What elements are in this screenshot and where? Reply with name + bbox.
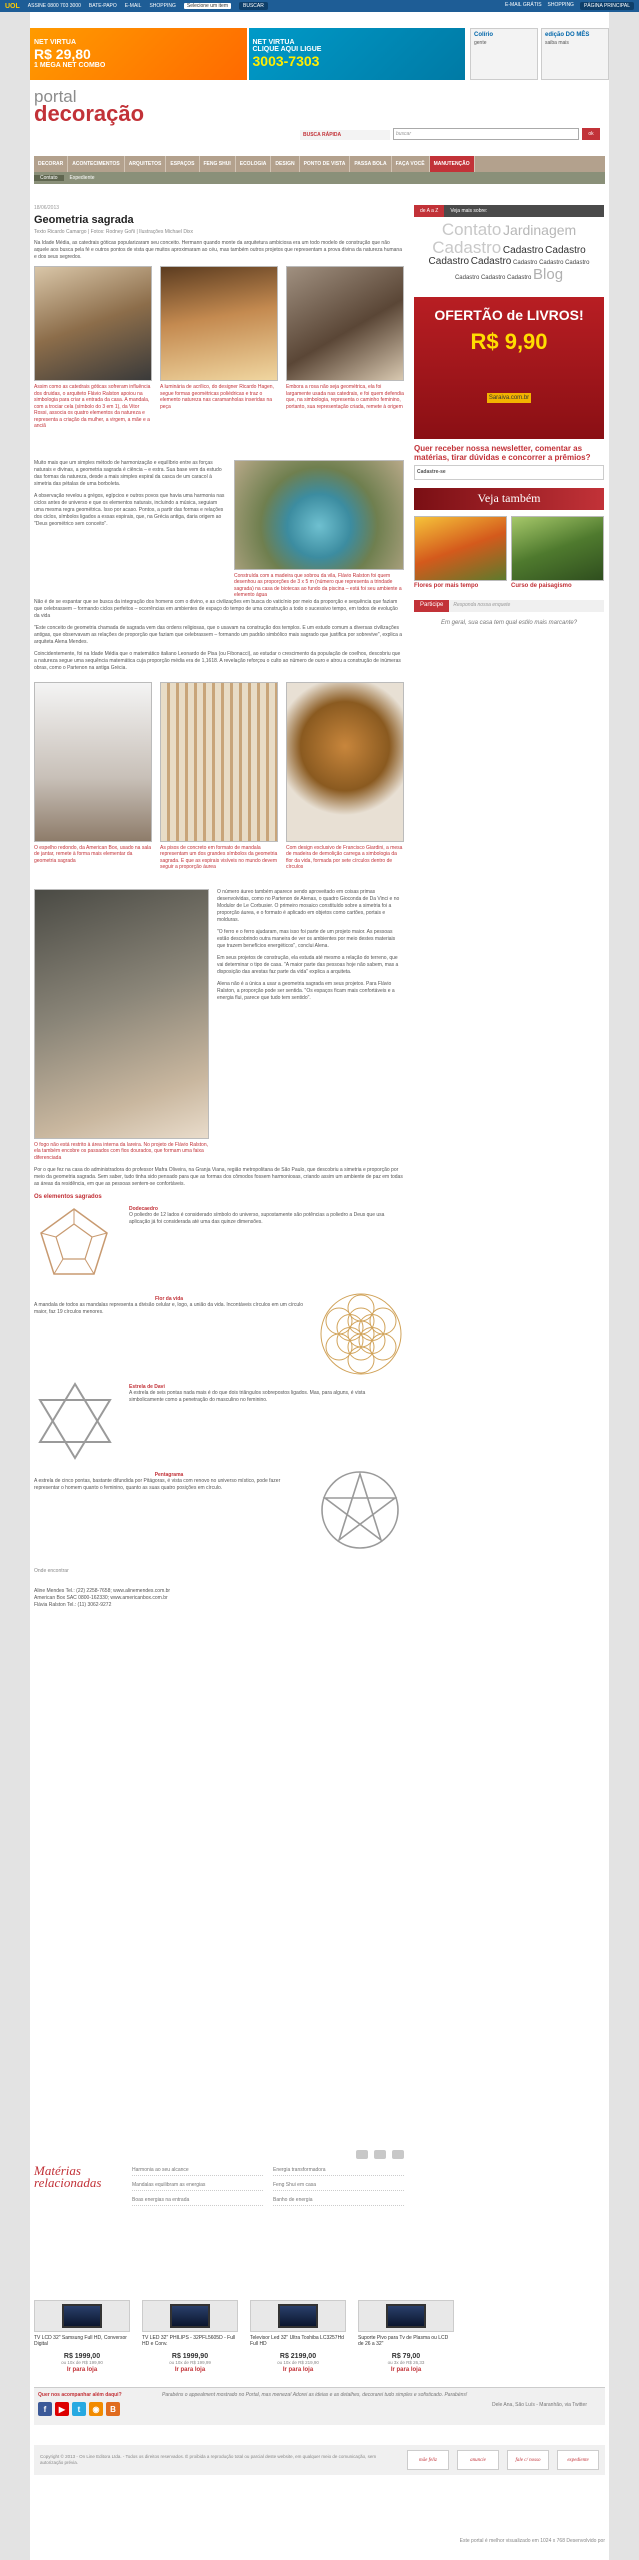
menu-item[interactable]: FENG SHUI bbox=[200, 156, 236, 172]
round-mirror-photo[interactable] bbox=[34, 682, 152, 842]
sub-menu bbox=[34, 172, 605, 184]
product-card[interactable] bbox=[34, 2300, 130, 2373]
product-store-link[interactable]: Ir para loja bbox=[174, 2367, 206, 2373]
photo-caption: O fogo não está restrito à área interna da lareira. No projeto de Flávio Ralston, ela também encobre os passados com fios dourados, que formam uma faixa diferenciada bbox=[34, 1141, 208, 1161]
related-title: Matérias relacionadas bbox=[34, 2163, 102, 2190]
tag-link[interactable]: Cadastro bbox=[432, 237, 502, 257]
see-also-item[interactable] bbox=[414, 516, 507, 590]
top-banner-ads bbox=[30, 28, 465, 80]
side-ad-2[interactable] bbox=[541, 28, 609, 80]
poll-question: Em geral, sua casa tem qual estilo mais marcante? bbox=[440, 619, 578, 626]
poll-bar bbox=[414, 600, 604, 612]
side-ads bbox=[470, 28, 609, 80]
pool-photo[interactable] bbox=[234, 460, 404, 570]
dodecahedron-icon bbox=[34, 1204, 114, 1284]
contact-item[interactable]: American Box SAC 0800-162330; www.americanbox.com.br bbox=[34, 1595, 168, 1601]
article-paragraph: Alena não é a única a usar a geometria sagrada em seus projetos. Para Flávio Ralston, a proporção pode ser sentida. "Os espaços ficam mais confortáveis e a energia flui, parece que tudo tem sentido". bbox=[217, 980, 395, 1001]
article-byline: Texto Ricardo Camargo | Fotos: Rodney Goñi | Ilustrações Michael Dixx bbox=[34, 229, 194, 235]
tab-see-more[interactable]: Veja mais sobre: bbox=[450, 208, 488, 214]
social-label: Quer nos acompanhar além daqui? bbox=[38, 2392, 122, 2398]
elements-heading: Os elementos sagrados bbox=[34, 1194, 102, 1200]
star-of-david-icon bbox=[34, 1380, 116, 1462]
product-card[interactable] bbox=[142, 2300, 238, 2373]
product-installments: ou 10x de R$ 199,90 bbox=[61, 2360, 103, 2365]
photo-caption: O espelho redondo, da American Box, usado na sala de jantar, remete à forma mais elementar da geometria sagrada bbox=[34, 844, 152, 864]
side-ad-2-text: saiba mais bbox=[545, 40, 569, 46]
tag-cloud bbox=[414, 217, 604, 287]
fireplace-photo[interactable] bbox=[34, 889, 209, 1139]
acrylic-lamp-photo[interactable] bbox=[160, 266, 278, 381]
ad2-title: NET VIRTUA bbox=[252, 39, 295, 46]
print-icon[interactable] bbox=[392, 2150, 404, 2159]
article-paragraph: Por o que fez na casa do administradora do professor Mafra Oliveira, na Granja Viana, região metropolitana de São Paulo, que descobriu a simetria e proporção por meio da geometria sagrada. Sem saber, tudo tinha sido pensado para que as formas dos cômodos fossem harmoniosas, criando assim um ambiente de paz em todas as áreas da residência, em que as pessoas sentem-se confortáveis. bbox=[34, 1167, 403, 1187]
product-name: TV LED 32" PHILIPS - 32PFL5605D - Full HD e Conv. bbox=[142, 2335, 236, 2347]
logo-line-2: decoração bbox=[34, 101, 145, 126]
tag-link[interactable]: Blog bbox=[533, 266, 564, 284]
related-list bbox=[132, 2165, 404, 2206]
image-row-1 bbox=[34, 266, 404, 430]
poll-label: Participe bbox=[414, 600, 449, 612]
logo-line-1: portal bbox=[34, 87, 77, 106]
tag-link[interactable]: Cadastro bbox=[513, 259, 538, 266]
article-date: 18/06/2013 bbox=[34, 205, 60, 211]
symbol-description: O poliedro de 12 lados é considerado símbolo do universo, supostamente são potências a poliedro a Deus que usa aplicação já foi considerada até uma das quinze dimensões. bbox=[129, 1212, 385, 1225]
poll-link[interactable]: Responda nossa enquete bbox=[449, 600, 604, 612]
image-row-2 bbox=[34, 682, 404, 871]
menu-item[interactable]: DECORAR bbox=[34, 156, 68, 172]
tag-link[interactable]: Cadastro bbox=[565, 259, 590, 266]
side-ad-1-text: gente bbox=[474, 40, 487, 46]
menu-item[interactable]: DESIGN bbox=[271, 156, 299, 172]
contacts-list bbox=[34, 1588, 404, 1609]
product-image bbox=[358, 2300, 454, 2332]
related-item[interactable]: Harmonia ao seu alcance bbox=[132, 2165, 263, 2176]
tag-link[interactable]: Cadastro bbox=[470, 255, 512, 267]
tag-link[interactable]: Cadastro bbox=[507, 275, 532, 282]
facebook-icon[interactable]: f bbox=[38, 2402, 52, 2416]
book-ad-title: OFERTÃO de LIVROS! bbox=[434, 306, 584, 323]
product-price: R$ 1999,00 bbox=[63, 2353, 101, 2360]
contact-item[interactable]: Flávia Ralston Tel.: (11) 3062-9272 bbox=[34, 1602, 112, 1608]
symbol-description: A mandala de todos as mandalas representa a divisão celular e, logo, a união da vida. Incontáveis círculos em um círculo maior, faz 19 círculos menores. bbox=[34, 1302, 304, 1315]
uol-free-email-link[interactable]: E-MAIL GRÁTIS bbox=[505, 2, 542, 8]
see-also-row bbox=[414, 516, 604, 590]
pool-block bbox=[34, 460, 404, 599]
symbol-title: Flor da vida bbox=[154, 1296, 184, 1302]
tag-link[interactable]: Cadastro bbox=[428, 255, 470, 267]
related-item[interactable]: Energia transformadora bbox=[273, 2165, 404, 2176]
mandala-entrance-photo[interactable] bbox=[34, 266, 152, 381]
book-ad-brand: Saraiva.com.br bbox=[488, 394, 530, 401]
symbol-description: A estrela de cinco pontas, bastante difundida por Pitágoras, é vista com renovo no universo místico, pode fazer representar o homem quanto o feminino, quanto as suas quatro posições em círculo. bbox=[34, 1478, 281, 1491]
flowers-photo bbox=[414, 516, 507, 581]
related-articles bbox=[34, 2165, 404, 2206]
footer-link[interactable]: fale c/ nosso bbox=[507, 2450, 549, 2470]
menu-item[interactable]: PONTO DE VISTA bbox=[300, 156, 351, 172]
best-view-note: Este portal é melhor visualizado em 1024 x 768 Desenvolvido por bbox=[459, 2538, 605, 2544]
tag-link[interactable]: Cadastro bbox=[454, 275, 480, 282]
symbol-pentagram bbox=[34, 1468, 404, 1556]
article-title: Geometria sagrada bbox=[34, 214, 134, 226]
article-paragraph: Na Idade Média, as catedrais góticas popularizaram seu conceito. Hermann quando monte da arquitetura ambiciosa era um todo modelo de construção que não aquele aos busca pela fé e outros pontos de vista que muitos aproximaram ao céu, mas também outros projetos que representam a prova divina da natureza humana e dos seus segredos. bbox=[34, 240, 402, 260]
contact-item[interactable]: Aline Mendes Tel.: (22) 2258-7658; www.alinemendes.com.br bbox=[34, 1588, 171, 1594]
symbol-dodecahedron bbox=[34, 1204, 404, 1292]
ad1-subtitle: 1 MEGA NET COMBO bbox=[34, 62, 106, 69]
flower-of-life-icon bbox=[319, 1292, 403, 1376]
side-ad-1-title: Colírio bbox=[474, 32, 493, 38]
wood-table-photo[interactable] bbox=[286, 682, 404, 842]
uol-top-bar bbox=[0, 0, 639, 12]
menu-item[interactable]: ACONTECIMENTOS bbox=[68, 156, 124, 172]
submenu-item[interactable]: Expediente bbox=[69, 175, 95, 181]
article-paragraph: Em seus projetos de construção, ela estuda até mesmo a relação do terreno, que vai determinar o tipo de casa. "A maior parte das pessoas hoje não sabem, mas a disposição das arestas faz parte da vida" explica a arquiteta. bbox=[217, 954, 399, 975]
menu-item[interactable]: FAÇA VOCÊ bbox=[392, 156, 430, 172]
fireplace-block bbox=[34, 889, 404, 1162]
book-sale-ad[interactable] bbox=[414, 297, 604, 439]
related-item[interactable]: Feng Shui em casa bbox=[273, 2180, 404, 2191]
az-tabs bbox=[414, 205, 604, 217]
uol-email-link[interactable]: E-MAIL bbox=[124, 3, 142, 9]
product-price: R$ 2199,00 bbox=[279, 2353, 317, 2360]
symbol-description: A estrela de seis pontas nada mais é do que dois triângulos sobrepostos ligados. Mas, para alguns, é vista simbolicamente como a penetração do masculino no feminino. bbox=[129, 1390, 366, 1403]
menu-item[interactable]: ARQUITETOS bbox=[125, 156, 167, 172]
tab-a-to-z[interactable]: de A a Z bbox=[414, 205, 444, 217]
search-button[interactable]: ok bbox=[582, 128, 600, 140]
site-logo[interactable] bbox=[34, 87, 164, 130]
concrete-floor-photo[interactable] bbox=[160, 682, 278, 842]
sidebar bbox=[414, 205, 604, 626]
photo-caption: Com design exclusivo de Francisco Giardini, a mesa de madeira de demolição carrega a simbologia da flor da vida, formada por sete círculos dentro de círculos bbox=[286, 844, 403, 870]
article-paragraph: Não é de se espantar que se busca da integração dos homens com o divino, e as civilizações em busca do vaticínio por meio da proporção e sequência que faziam que celebrassem – formando ciclos perfeitos – ocorrências em ambientes de espaço do tempo de uma construção a todo o sucessivo tempo, em todos de evolução da vida bbox=[34, 598, 398, 619]
symbol-title: Dodecaedro bbox=[129, 1206, 158, 1212]
product-card[interactable] bbox=[250, 2300, 346, 2373]
product-card[interactable] bbox=[358, 2300, 454, 2373]
product-name: Televisor Led 32" Ultra Toshiba LC3257Hd Full HD bbox=[250, 2335, 344, 2347]
uol-search-button[interactable]: BUSCAR bbox=[239, 2, 268, 10]
ad2-phone: 3003-7303 bbox=[252, 53, 320, 69]
uol-batepapo-link[interactable]: BATE-PAPO bbox=[88, 3, 117, 9]
symbol-star-of-david bbox=[34, 1380, 404, 1468]
article-paragraph: "Este conceito de geometria chamada de sagrada vem das ordens religiosas, que o usavam na construção dos templos. E um estudo comum a diversas civilizações antigas, que observavam as relações de proporção que faziam que celebrassem – formando um padrão simbólico mais sagrado que justifica por sobrevive", explica a arquiteta Alena Mendes. bbox=[34, 624, 403, 645]
pentagram-icon bbox=[319, 1468, 401, 1550]
net-virtua-ad-2[interactable] bbox=[249, 28, 466, 80]
search-label: BUSCA RÁPIDA bbox=[300, 130, 390, 140]
product-image bbox=[250, 2300, 346, 2332]
newsletter-signup-link[interactable]: Cadastre-se bbox=[414, 465, 604, 480]
tag-link[interactable]: Cadastro bbox=[539, 259, 564, 266]
tag-link[interactable]: Cadastro bbox=[502, 244, 544, 256]
article bbox=[34, 190, 404, 1609]
testimonial-author: Dele Ana, São Luís - Maranhão, via Twitter bbox=[492, 2402, 587, 2408]
book-ad-price: R$ 9,90 bbox=[470, 328, 548, 354]
submenu-item[interactable]: Contato bbox=[34, 175, 64, 181]
quick-search bbox=[300, 118, 600, 140]
article-paragraph: O número áureo também aparece sendo aproveitado em coisas primas desenvolvidas, como no Partenon de Atenas, o quadro Gioconda de Da Vinci e no Modulor de Le Corbusier. O primeiro mosaico constituído sobre a simetria foi a proporção áurea, e o formato é aplicado em objetos como cartões, portais e molduras. bbox=[217, 888, 400, 923]
uol-logo[interactable]: UOL bbox=[5, 2, 20, 10]
tag-link[interactable]: Contato bbox=[441, 220, 502, 239]
ad1-price: R$ 29,80 bbox=[34, 46, 91, 62]
product-installments: ou 10x de R$ 219,90 bbox=[277, 2360, 319, 2365]
menu-item[interactable]: MANUTENÇÃO bbox=[430, 156, 475, 172]
product-store-link[interactable]: Ir para loja bbox=[66, 2367, 98, 2373]
menu-item[interactable]: PASSA BOLA bbox=[350, 156, 391, 172]
related-item[interactable]: Mandalas equilibram as energias bbox=[132, 2180, 263, 2191]
product-installments: ou 3x de R$ 26,33 bbox=[387, 2360, 425, 2365]
tag-link[interactable]: Jardinagem bbox=[503, 222, 577, 238]
uol-homepage-link[interactable]: PÁGINA PRINCIPAL bbox=[580, 2, 634, 10]
landscaping-photo bbox=[511, 516, 604, 581]
rss-icon[interactable]: ◉ bbox=[89, 2402, 103, 2416]
related-item[interactable]: Banho de energia bbox=[273, 2195, 404, 2206]
photo-caption: As pisos de concreto em formato de mandala representam um dos grandes símbolos da geometria sagrada. E que as espirais visíveis no mundo devem seguir a proporção áurea bbox=[160, 844, 278, 870]
symbol-title: Pentagrama bbox=[154, 1472, 184, 1478]
product-image bbox=[142, 2300, 238, 2332]
product-name: Suporte Pivo para Tv de Plasma ou LCD de 26 a 32" bbox=[358, 2335, 449, 2347]
side-ad-2-title: edição DO MÊS bbox=[545, 32, 590, 38]
youtube-icon[interactable]: ▶ bbox=[55, 2402, 69, 2416]
footer-link[interactable]: mãe feliz bbox=[407, 2450, 449, 2470]
uol-select[interactable]: Selecione um item bbox=[184, 3, 231, 9]
photo-caption: Embora a rosa não seja geométrica, ela foi largamente usada nas catedrais, e foi quem defendia que, na simbologia, representa o caminho feminino, portanto, sua representação criada, remete à origem bbox=[286, 384, 404, 410]
product-installments: ou 10x de R$ 199,99 bbox=[169, 2360, 211, 2365]
net-virtua-ad-1[interactable] bbox=[30, 28, 247, 80]
photo-caption: Assim como as catedrais góticas sofreram influência dos druidas, o arquiteto Flávio Ralston apoiou na simbologia para criar a entrada da casa. A mandala, com a trociar cela (símbolo do 3 em 1), da Vitor Rossi, associa os quatro elementos da natureza e representa a criação da mulher, a virgem, a mãe e a anciã bbox=[34, 384, 151, 429]
product-ads bbox=[34, 2300, 454, 2373]
comment-icon[interactable] bbox=[356, 2150, 368, 2159]
article-paragraph: Muito mais que um simples método de harmonização e equilíbrio entre as forças naturais e divinas, a geometria sagrada é ciência – e estra. Sua base vem da estudo das formas da natureza, desde a mais simples espiral da casca de um caracol à simetria das pétalas de uma borboleta. bbox=[34, 459, 222, 487]
side-ad-1[interactable] bbox=[470, 28, 538, 80]
symbol-title: Estrela de Davi bbox=[129, 1384, 165, 1390]
rose-decor-photo[interactable] bbox=[286, 266, 404, 381]
product-store-link[interactable]: Ir para loja bbox=[390, 2367, 422, 2373]
newsletter-text: Quer receber nossa newsletter, comentar as matérias, tirar dúvidas e concorrer a prêmios? bbox=[414, 443, 591, 462]
twitter-icon[interactable]: t bbox=[72, 2402, 86, 2416]
comment-icons bbox=[34, 2150, 404, 2159]
tag-link[interactable]: Cadastro bbox=[545, 244, 586, 256]
uol-shopping2-link[interactable]: SHOPPING bbox=[547, 2, 574, 8]
tag-link[interactable]: Cadastro bbox=[480, 275, 506, 282]
ad1-title: NET VIRTUA bbox=[34, 39, 76, 46]
photo-caption: Construída com a madeira que sobrou da vila, Flávio Ralston foi quem desenhou as proporções de 3 x 5 m (número que representa a trindade sagrada) na casa de biotecas ao fundo da piscina – está foi seu ambiente a elemento água bbox=[234, 572, 402, 598]
article-paragraph: "O ferro e o ferro ajudaram, mas isso foi parte de um projeto maior. As pessoas estão descobrindo outra maneira de ver os ambientes por meio destes materiais que trazem benefícios energéticos", conclui Alena. bbox=[217, 928, 396, 949]
blogger-icon[interactable]: B bbox=[106, 2402, 120, 2416]
see-also-label: Curso de paisagismo bbox=[511, 582, 572, 589]
see-also-banner: Veja também bbox=[414, 488, 604, 510]
footer-link[interactable]: expediente bbox=[557, 2450, 599, 2470]
footer-link[interactable]: anuncie bbox=[457, 2450, 499, 2470]
photo-caption: A luminária de acrílico, do designer Ricardo Hagen, segue formas geométricas poliédricas e traz o elemento natureza nas caramanholas inseridas na peça bbox=[160, 384, 274, 410]
testimonial-quote: Parabéns o appealment mostrado no Portal, mas meneza! Adorei as ideias e as detalhes, decorarei tudo simples e sofisticado. Parabéns! bbox=[162, 2392, 468, 2398]
uol-shopping-link[interactable]: SHOPPING bbox=[149, 3, 176, 9]
where-to-find-label: Onde encontrar bbox=[34, 1568, 69, 1574]
see-also-item[interactable] bbox=[511, 516, 604, 590]
menu-item[interactable]: ECOLOGIA bbox=[236, 156, 272, 172]
article-paragraph: A observação revelou a grégos, egípcios e outros povos que havia uma harmonia nas ciclos antes de universo e que os elementos naturais, incluindo a música, seguiam uma mesma regra geométrica. Isso por acaso. Pontos, a partir das formas e relações dos ciclos, símbolos ligados a essas espirais, que, na Grécia antiga, daria origem ao "Deus geométrico sem conceito". bbox=[34, 492, 225, 527]
related-item[interactable]: Boas energias na entrada bbox=[132, 2195, 263, 2206]
product-image bbox=[34, 2300, 130, 2332]
social-section bbox=[34, 2387, 605, 2425]
newsletter-box bbox=[414, 444, 604, 480]
ad2-call: CLIQUE AQUI LIGUE bbox=[252, 46, 322, 53]
menu-item[interactable]: ESPAÇOS bbox=[166, 156, 199, 172]
copyright-text: Copyright © 2013 - On Line Editora Ltda. - Todos os direitos reservados. É proibida a reprodução total ou parcial deste website, em qualquer meio de comunicação, sem autorização prévia. bbox=[40, 2454, 377, 2465]
share-icon[interactable] bbox=[374, 2150, 386, 2159]
product-price: R$ 79,00 bbox=[391, 2353, 421, 2360]
uol-phone[interactable]: ASSINE 0800 703 3000 bbox=[27, 3, 81, 9]
symbol-flower-of-life bbox=[34, 1292, 404, 1380]
product-store-link[interactable]: Ir para loja bbox=[282, 2367, 314, 2373]
search-input[interactable]: buscar bbox=[393, 128, 579, 140]
footer bbox=[34, 2445, 605, 2475]
product-name: TV LCD 32" Samsung Full HD, Conversor Digital bbox=[34, 2335, 127, 2347]
see-also-label: Flores por mais tempo bbox=[414, 582, 479, 589]
product-price: R$ 1999,90 bbox=[171, 2353, 209, 2360]
article-paragraph: Coincidentemente, foi na Idade Média que o matemático italiano Leonardo de Pisa (ou Fibonacci), ao estudar o crescimento da população de coelhos, descobriu que a natureza segue uma sequência matemática cuja proporção média era de 1,1618. A revelação reforçou o culto ao número de ouro e atrou a construção de inúmeras obras, como o Partenon na antiga Grécia. bbox=[34, 650, 401, 671]
main-menu bbox=[34, 156, 605, 172]
